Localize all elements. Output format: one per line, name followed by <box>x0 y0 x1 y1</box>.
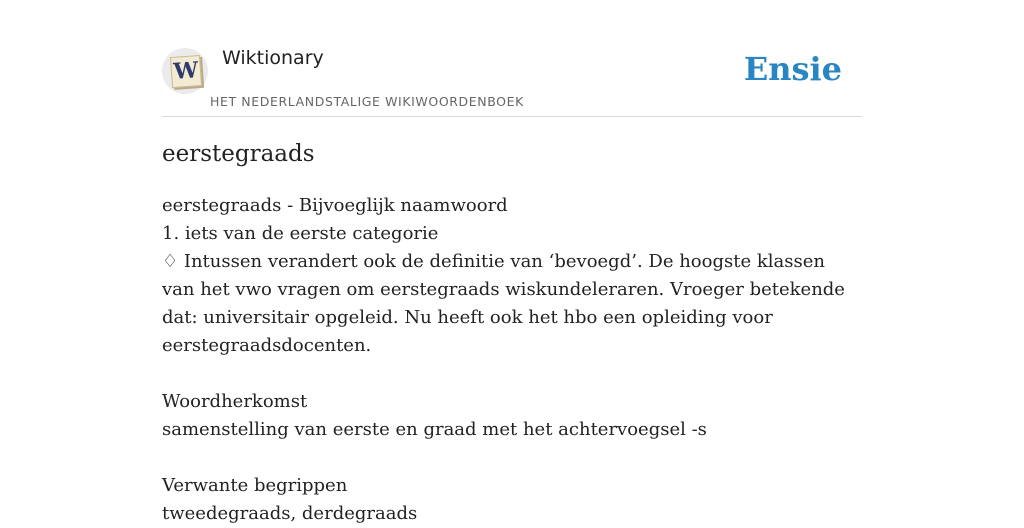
ensie-brand-link[interactable]: Ensie <box>743 50 842 88</box>
etymology-text: samenstelling van eerste en graad met het achtervoegsel -s <box>162 419 707 440</box>
site-name[interactable]: Wiktionary <box>222 47 324 69</box>
site-header <box>162 44 862 117</box>
site-tagline: HET NEDERLANDSTALIGE WIKIWOORDENBOEK <box>210 94 524 109</box>
entry-content <box>162 192 862 528</box>
page-title: eerstegraads <box>162 141 315 167</box>
related-label: Verwante begrippen <box>162 475 348 496</box>
entry-heading-line: eerstegraads - Bijvoeglijk naamwoord <box>162 195 508 216</box>
related-text: tweedegraads, derdegraads <box>162 503 418 524</box>
definition: 1. iets van de eerste categorie <box>162 223 439 244</box>
example-quote: ♢ Intussen verandert ook de definitie van ‘bevoegd’. De hoogste klassen van het vwo vragen om eerstegraads wiskundeleraren. Vroeger betekende dat: universitair opgeleid. Nu heeft ook het hbo een opleiding voor eerstegraadsdocenten. <box>162 251 845 356</box>
spacer <box>162 444 862 472</box>
logo-letter: W <box>170 55 202 88</box>
etymology-label: Woordherkomst <box>162 391 308 412</box>
wiktionary-logo-icon[interactable] <box>162 48 208 94</box>
spacer <box>162 360 862 388</box>
